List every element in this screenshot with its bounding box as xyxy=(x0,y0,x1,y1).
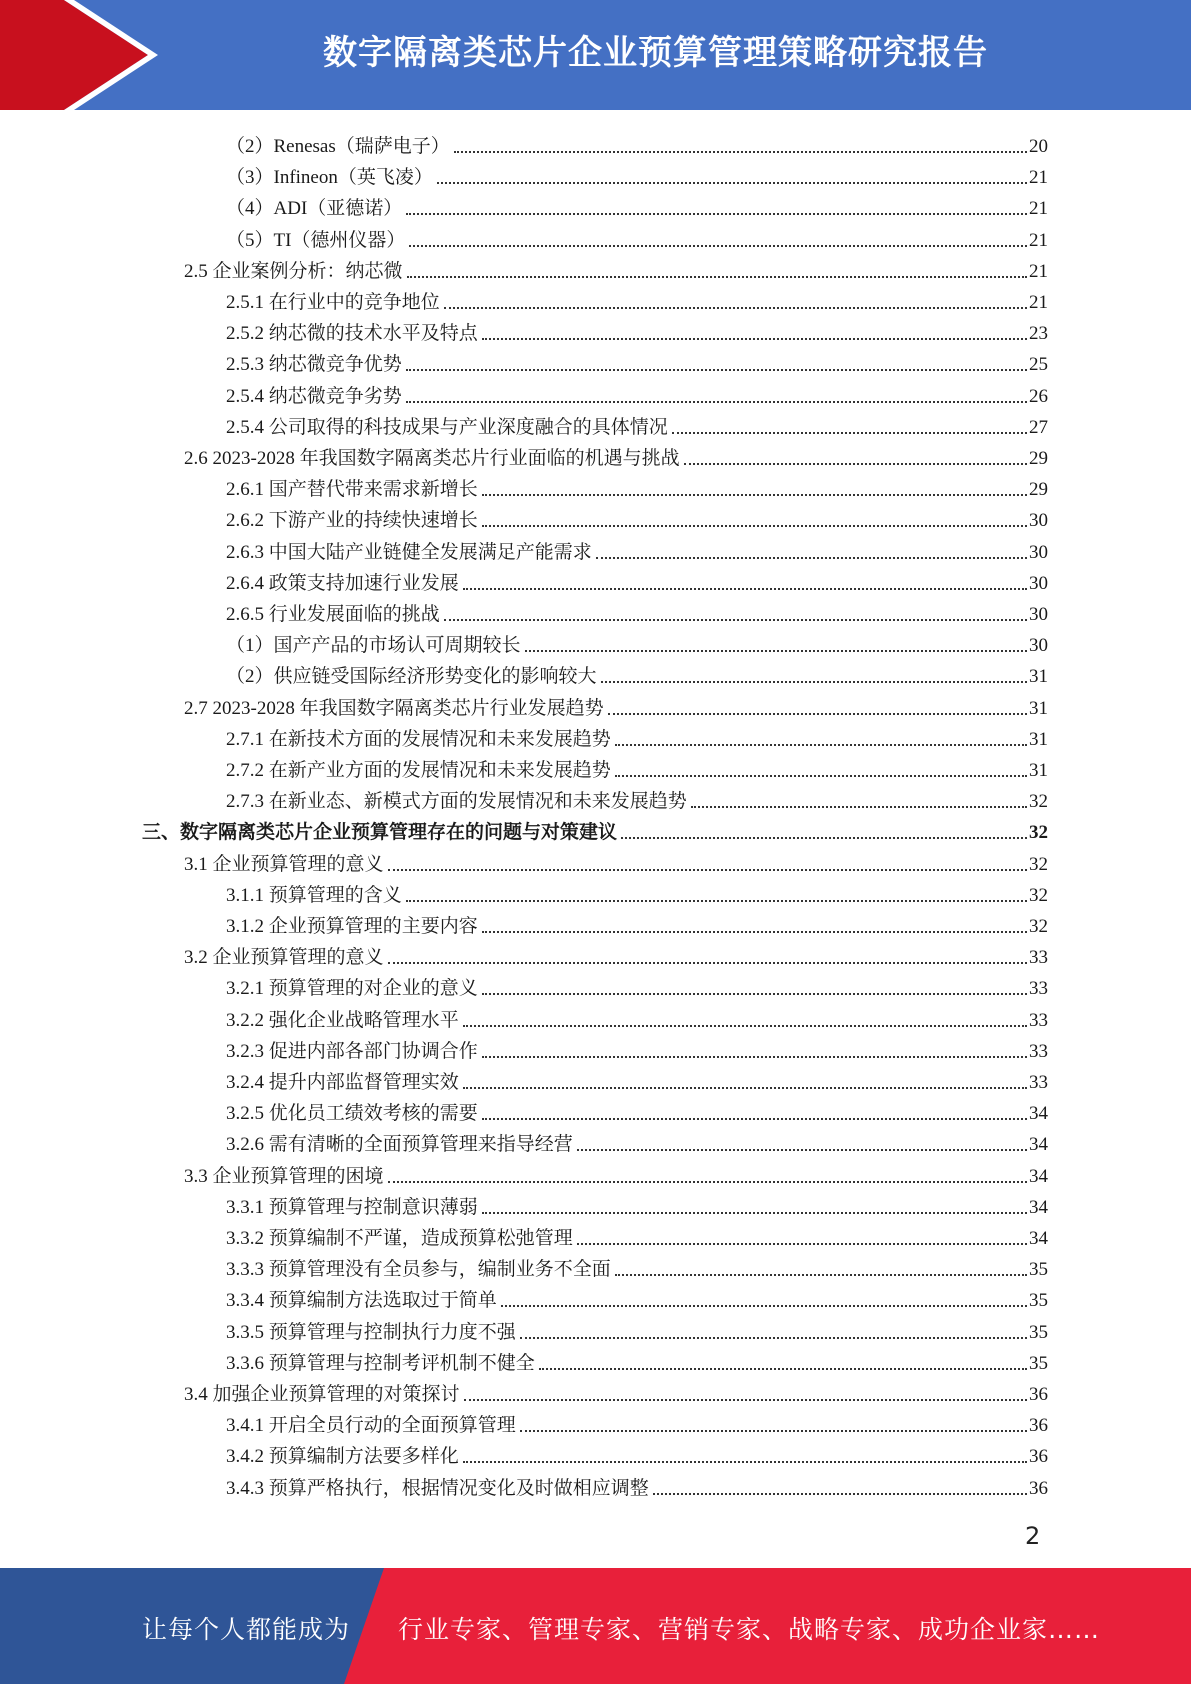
toc-entry-page: 32 xyxy=(1029,853,1048,875)
toc-entry-page: 33 xyxy=(1029,947,1048,969)
toc-leader-dots xyxy=(615,775,1027,777)
toc-leader-dots xyxy=(482,1056,1027,1058)
page-number: 2 xyxy=(1025,1522,1041,1550)
toc-entry-label: 2.5.2 纳芯微的技术水平及特点 xyxy=(226,323,478,345)
toc-entry-label: 2.5.3 纳芯微竞争优势 xyxy=(226,354,402,376)
toc-leader-dots xyxy=(463,1461,1027,1463)
toc-entry-page: 31 xyxy=(1029,666,1048,688)
toc-entry-page: 34 xyxy=(1029,1196,1048,1218)
toc-entry-page: 21 xyxy=(1029,167,1048,189)
toc-entry[interactable] xyxy=(226,1470,1048,1501)
toc-entry[interactable] xyxy=(226,1438,1048,1469)
toc-entry-page: 31 xyxy=(1029,760,1048,781)
toc-leader-dots xyxy=(596,557,1027,559)
toc-leader-dots xyxy=(482,993,1027,995)
toc-entry-page: 30 xyxy=(1029,541,1048,563)
toc-entry-label: 3.4 加强企业预算管理的对策探讨 xyxy=(184,1384,460,1405)
toc-leader-dots xyxy=(577,1243,1027,1245)
toc-entry-label: 2.7 2023-2028 年我国数字隔离类芯片行业发展趋势 xyxy=(184,697,604,719)
toc-entry-page: 29 xyxy=(1029,479,1048,501)
toc-leader-dots xyxy=(437,182,1027,184)
toc-entry-page: 34 xyxy=(1029,1228,1048,1249)
toc-entry[interactable] xyxy=(226,1095,1048,1126)
toc-entry-label: 3.2.4 提升内部监督管理实效 xyxy=(226,1072,459,1093)
toc-entry-page: 30 xyxy=(1029,635,1048,657)
toc-entry-label: 2.5 企业案例分析：纳芯微 xyxy=(184,260,403,282)
toc-entry[interactable] xyxy=(142,814,1048,845)
toc-entry-page: 33 xyxy=(1029,1009,1048,1031)
toc-entry-page: 31 xyxy=(1029,728,1048,750)
toc-leader-dots xyxy=(525,650,1027,652)
toc-entry-page: 26 xyxy=(1029,385,1048,407)
toc-entry-page: 21 xyxy=(1029,229,1048,251)
toc-leader-dots xyxy=(482,494,1027,496)
toc-entry-page: 33 xyxy=(1029,978,1048,1000)
toc-leader-dots xyxy=(407,276,1027,278)
toc-entry[interactable] xyxy=(226,128,1048,159)
toc-leader-dots xyxy=(409,245,1027,247)
toc-leader-dots xyxy=(454,151,1027,153)
toc-leader-dots xyxy=(672,432,1027,434)
footer-slogan-right: 行业专家、管理专家、营销专家、战略专家、成功企业家…… xyxy=(398,1615,1101,1644)
toc-entry-page: 32 xyxy=(1029,884,1048,906)
toc-leader-dots xyxy=(501,1305,1027,1307)
toc-entry-page: 35 xyxy=(1029,1321,1048,1343)
toc-entry[interactable] xyxy=(226,1251,1048,1282)
toc-entry-page: 34 xyxy=(1029,1165,1048,1187)
page-footer xyxy=(0,1568,1191,1684)
toc-entry-page: 25 xyxy=(1029,354,1048,376)
toc-entry[interactable] xyxy=(226,721,1048,752)
report-title: 数字隔离类芯片企业预算管理策略研究报告 xyxy=(323,33,988,73)
toc-entry-label: （4）ADI（亚德诺） xyxy=(226,198,403,220)
toc-entry[interactable] xyxy=(226,315,1048,346)
toc-entry-label: 3.2 企业预算管理的意义 xyxy=(184,947,384,969)
toc-entry[interactable] xyxy=(226,378,1048,409)
toc-entry-page: 30 xyxy=(1029,572,1048,594)
toc-entry-label: 3.2.2 强化企业战略管理水平 xyxy=(226,1009,459,1031)
toc-entry[interactable] xyxy=(226,877,1048,908)
toc-entry[interactable] xyxy=(226,1126,1048,1157)
toc-entry[interactable] xyxy=(226,502,1048,533)
toc-entry-label: 3.4.3 预算严格执行，根据情况变化及时做相应调整 xyxy=(226,1477,649,1499)
toc-leader-dots xyxy=(464,1399,1027,1401)
toc-entry[interactable] xyxy=(184,690,1048,721)
toc-entry-page: 30 xyxy=(1029,604,1048,625)
toc-leader-dots xyxy=(615,1274,1027,1276)
toc-leader-dots xyxy=(482,931,1027,933)
toc-entry-label: 3.2.1 预算管理的对企业的意义 xyxy=(226,978,478,1000)
header-chevron-icon xyxy=(0,0,160,110)
toc-leader-dots xyxy=(482,525,1027,527)
toc-leader-dots xyxy=(406,401,1027,403)
toc-entry[interactable] xyxy=(226,1002,1048,1033)
toc-entry[interactable] xyxy=(226,1345,1048,1376)
toc-leader-dots xyxy=(653,1493,1027,1495)
toc-entry-page: 36 xyxy=(1029,1446,1048,1468)
toc-entry[interactable] xyxy=(226,409,1048,440)
toc-entry-label: 2.7.1 在新技术方面的发展情况和未来发展趋势 xyxy=(226,728,611,750)
toc-entry-label: 2.7.2 在新产业方面的发展情况和未来发展趋势 xyxy=(226,760,611,781)
toc-entry-label: （5）TI（德州仪器） xyxy=(226,229,406,251)
toc-entry-page: 33 xyxy=(1029,1072,1048,1093)
toc-entry[interactable] xyxy=(184,440,1048,471)
toc-leader-dots xyxy=(520,1430,1027,1432)
toc-entry-label: 3.1.2 企业预算管理的主要内容 xyxy=(226,916,478,937)
toc-entry[interactable] xyxy=(226,565,1048,596)
toc-entry[interactable] xyxy=(184,1376,1048,1407)
toc-entry-label: 3.4.2 预算编制方法要多样化 xyxy=(226,1446,459,1468)
toc-entry-label: 3.2.5 优化员工绩效考核的需要 xyxy=(226,1103,478,1125)
toc-leader-dots xyxy=(601,681,1027,683)
toc-entry[interactable] xyxy=(226,658,1048,689)
toc-entry-page: 32 xyxy=(1029,822,1048,844)
toc-entry-page: 32 xyxy=(1029,916,1048,937)
toc-leader-dots xyxy=(691,806,1027,808)
toc-entry[interactable] xyxy=(226,346,1048,377)
toc-entry-page: 31 xyxy=(1029,697,1048,719)
toc-entry-page: 36 xyxy=(1029,1477,1048,1499)
toc-entry[interactable] xyxy=(184,253,1048,284)
toc-entry-page: 29 xyxy=(1029,448,1048,469)
toc-entry-label: 3.1 企业预算管理的意义 xyxy=(184,853,384,875)
toc-entry-label: 2.6.3 中国大陆产业链健全发展满足产能需求 xyxy=(226,541,592,563)
toc-entry-label: 3.3.3 预算管理没有全员参与，编制业务不全面 xyxy=(226,1259,611,1281)
toc-leader-dots xyxy=(406,213,1027,215)
toc-leader-dots xyxy=(482,1212,1027,1214)
toc-entry-label: 3.3.2 预算编制不严谨，造成预算松弛管理 xyxy=(226,1228,573,1249)
toc-entry-label: 3.3.4 预算编制方法选取过于简单 xyxy=(226,1290,497,1312)
toc-entry-label: （3）Infineon（英飞凌） xyxy=(226,167,433,189)
toc-entry[interactable] xyxy=(184,1158,1048,1189)
toc-leader-dots xyxy=(444,307,1027,309)
toc-entry-label: 3.4.1 开启全员行动的全面预算管理 xyxy=(226,1415,516,1437)
toc-leader-dots xyxy=(577,1149,1027,1151)
toc-entry-label: 2.6.5 行业发展面临的挑战 xyxy=(226,604,440,625)
toc-entry-label: 2.6.4 政策支持加速行业发展 xyxy=(226,572,459,594)
toc-entry-label: 2.5.4 公司取得的科技成果与产业深度融合的具体情况 xyxy=(226,416,668,438)
toc-entry-label: （2）供应链受国际经济形势变化的影响较大 xyxy=(226,666,597,688)
toc-leader-dots xyxy=(388,1181,1027,1183)
toc-entry-page: 21 xyxy=(1029,292,1048,313)
toc-entry-page: 36 xyxy=(1029,1415,1048,1437)
toc-entry-page: 21 xyxy=(1029,260,1048,282)
toc-leader-dots xyxy=(684,463,1027,465)
toc-entry[interactable] xyxy=(226,1314,1048,1345)
toc-entry[interactable] xyxy=(226,752,1048,783)
toc-leader-dots xyxy=(388,962,1027,964)
toc-leader-dots xyxy=(608,713,1027,715)
toc-entry[interactable] xyxy=(226,534,1048,565)
toc-entry[interactable] xyxy=(184,846,1048,877)
toc-entry-label: （2）Renesas（瑞萨电子） xyxy=(226,136,450,157)
toc-entry[interactable] xyxy=(226,471,1048,502)
toc-entry-label: 3.3.6 预算管理与控制考评机制不健全 xyxy=(226,1352,535,1374)
toc-leader-dots xyxy=(406,900,1027,902)
toc-leader-dots xyxy=(463,1087,1027,1089)
toc-entry[interactable] xyxy=(226,627,1048,658)
toc-leader-dots xyxy=(463,1025,1027,1027)
toc-entry-label: 3.1.1 预算管理的含义 xyxy=(226,884,402,906)
toc-leader-dots xyxy=(539,1368,1027,1370)
toc-entry[interactable] xyxy=(226,783,1048,814)
toc-entry[interactable] xyxy=(226,970,1048,1001)
page-header xyxy=(0,0,1191,110)
toc-leader-dots xyxy=(406,369,1027,371)
toc-entry-label: 2.6.2 下游产业的持续快速增长 xyxy=(226,510,478,532)
toc-leader-dots xyxy=(463,588,1027,590)
toc-entry[interactable] xyxy=(226,284,1048,315)
toc-entry-label: 3.2.6 需有清晰的全面预算管理来指导经营 xyxy=(226,1134,573,1156)
toc-leader-dots xyxy=(388,869,1027,871)
toc-leader-dots xyxy=(482,338,1027,340)
toc-entry-label: 3.3.1 预算管理与控制意识薄弱 xyxy=(226,1196,478,1218)
toc-entry[interactable] xyxy=(184,939,1048,970)
toc-entry-page: 36 xyxy=(1029,1384,1048,1405)
toc-entry[interactable] xyxy=(226,1189,1048,1220)
toc-entry-page: 23 xyxy=(1029,323,1048,345)
toc-leader-dots xyxy=(520,1337,1027,1339)
toc-entry-label: 2.5.4 纳芯微竞争劣势 xyxy=(226,385,402,407)
toc-entry-page: 34 xyxy=(1029,1134,1048,1156)
toc-entry-page: 30 xyxy=(1029,510,1048,532)
toc-entry[interactable] xyxy=(226,1033,1048,1064)
toc-entry-label: 3.2.3 促进内部各部门协调合作 xyxy=(226,1040,478,1062)
toc-entry-page: 35 xyxy=(1029,1290,1048,1312)
toc-entry-label: （1）国产产品的市场认可周期较长 xyxy=(226,635,521,657)
toc-leader-dots xyxy=(444,619,1027,621)
toc-entry-page: 21 xyxy=(1029,198,1048,220)
toc-entry-label: 三、数字隔离类芯片企业预算管理存在的问题与对策建议 xyxy=(142,822,618,844)
toc-entry[interactable] xyxy=(226,190,1048,221)
toc-entry[interactable] xyxy=(226,596,1048,627)
toc-entry[interactable] xyxy=(226,1282,1048,1313)
toc-leader-dots xyxy=(482,1118,1027,1120)
toc-leader-dots xyxy=(621,837,1027,839)
toc-entry-label: 2.6 2023-2028 年我国数字隔离类芯片行业面临的机遇与挑战 xyxy=(184,448,680,469)
toc-entry[interactable] xyxy=(226,159,1048,190)
toc-entry-label: 2.7.3 在新业态、新模式方面的发展情况和未来发展趋势 xyxy=(226,791,687,813)
toc-entry-page: 35 xyxy=(1029,1352,1048,1374)
toc-entry[interactable] xyxy=(226,1407,1048,1438)
toc-entry-page: 34 xyxy=(1029,1103,1048,1125)
toc-entry[interactable] xyxy=(226,1064,1048,1095)
toc-entry-page: 35 xyxy=(1029,1259,1048,1281)
toc-entry-label: 3.3.5 预算管理与控制执行力度不强 xyxy=(226,1321,516,1343)
toc-entry[interactable] xyxy=(226,908,1048,939)
toc-entry-page: 33 xyxy=(1029,1040,1048,1062)
toc-entry-label: 2.6.1 国产替代带来需求新增长 xyxy=(226,479,478,501)
toc-entry-page: 27 xyxy=(1029,416,1048,438)
toc-entry-page: 32 xyxy=(1029,791,1048,813)
footer-slogan-left: 让每个人都能成为 xyxy=(142,1615,351,1644)
toc-leader-dots xyxy=(615,744,1027,746)
toc-entry[interactable] xyxy=(226,222,1048,253)
toc-entry-page: 20 xyxy=(1029,136,1048,157)
toc-entry-label: 3.3 企业预算管理的困境 xyxy=(184,1165,384,1187)
toc-entry[interactable] xyxy=(226,1220,1048,1251)
toc-entry-label: 2.5.1 在行业中的竞争地位 xyxy=(226,292,440,313)
